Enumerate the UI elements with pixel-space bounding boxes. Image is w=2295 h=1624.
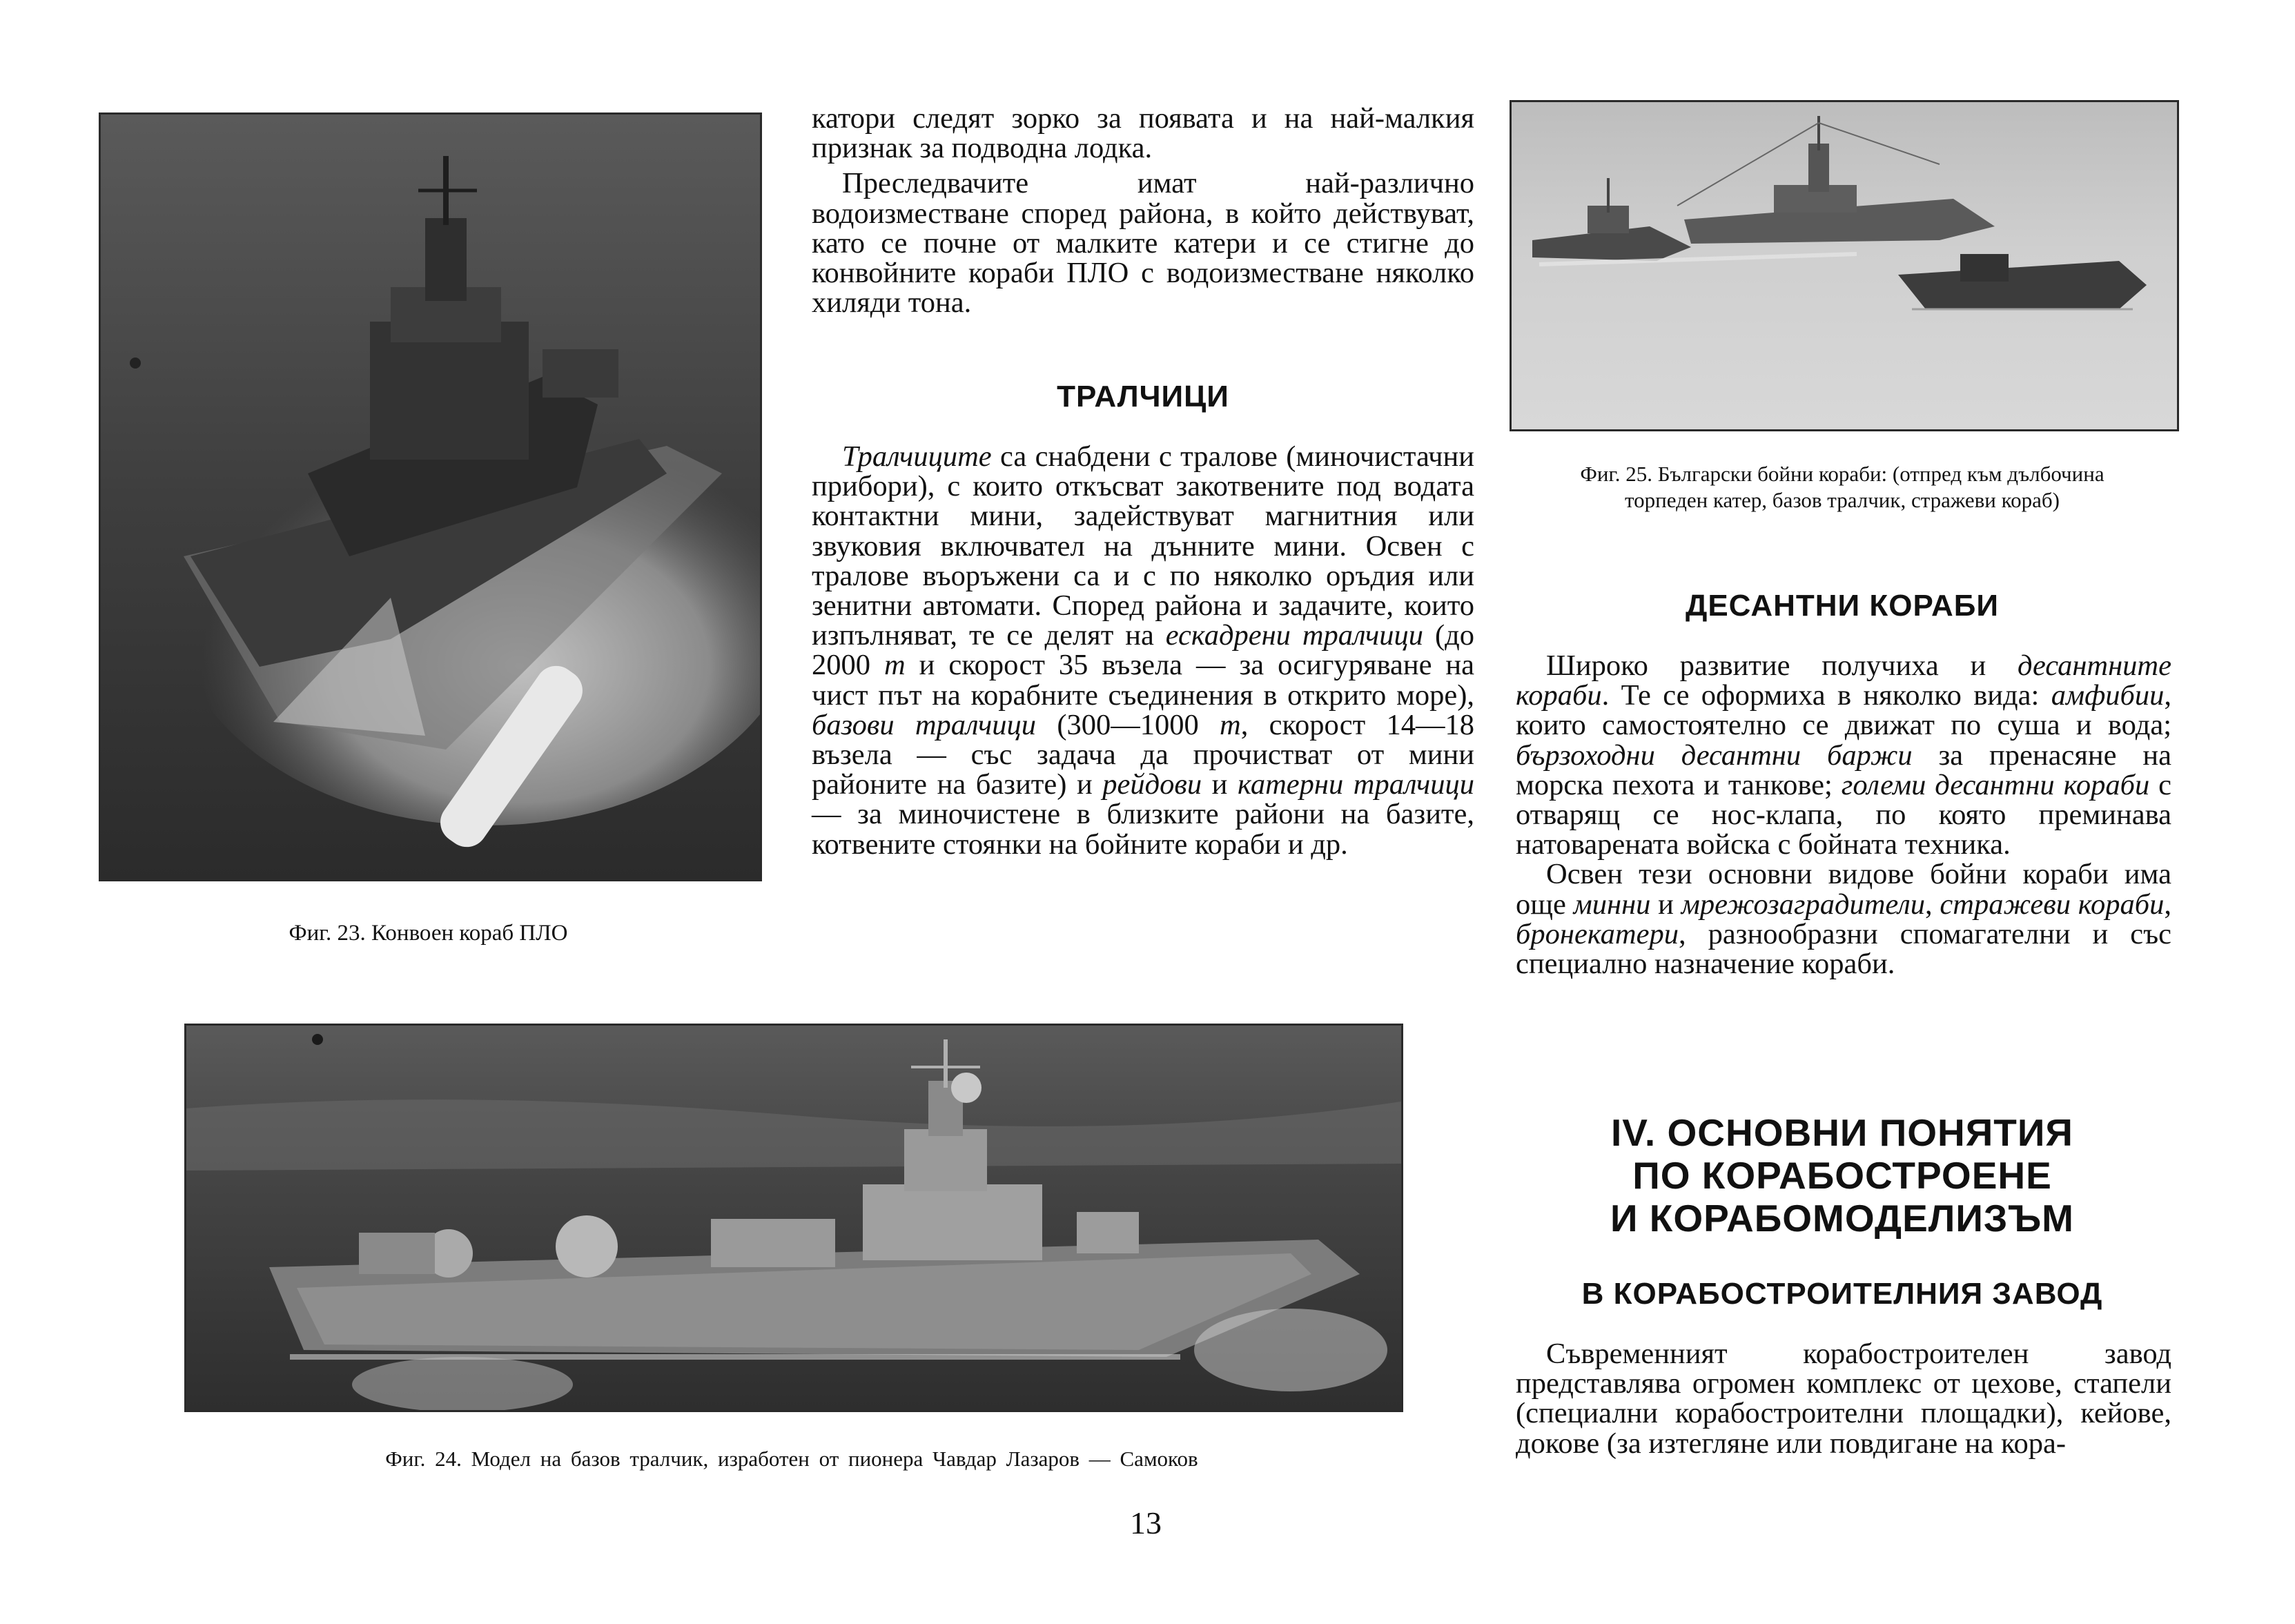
text-run: и скорост 35 възела — за осигуряване на чист път на корабните съединения в открито море), [812,649,1475,712]
text-run: . Те се оформиха в няколко вида: [1601,679,2051,712]
chapter-heading-line-1: IV. ОСНОВНИ ПОНЯТИЯ [1611,1111,2073,1154]
section-heading-desantni: ДЕСАНТНИ КОРАБИ [1685,589,1999,623]
fig23-caption: Фиг. 23. Конвоен кораб ПЛО [289,921,568,946]
term-amfibii: амфибии [2051,679,2165,712]
right-paragraph-1 [1516,651,2171,859]
text-run: Широко развитие получиха и [1546,649,2018,682]
term-reidovi: рейдови [1102,768,1202,801]
middle-column-2 [812,442,1474,859]
text-run: , [1924,888,1940,921]
fig25-caption [1510,461,2175,513]
fig25-caption-line-1: Фиг. 25. Български бойни кораби: (отпред към дълбочина [1580,462,2104,486]
text-run: (300—1000 [1036,708,1220,741]
chapter-heading-line-2: ПО КОРАБОСТРОЕНЕ [1632,1154,2052,1197]
unit-t: т [1220,708,1241,741]
middle-paragraph-1: катори следят зорко за появата и на най-малкия признак за подводна лодка. [812,102,1474,165]
text-run: , скорост 14—18 възела — със задача да прочистват от мини районите на базите) и [812,708,1474,801]
text-run: , които самостоятелно се движат по суша и вода; [1516,679,2171,742]
fig24-caption: Фиг. 24. Модел на базов тралчик, изработен от пионера Чавдар Лазаров — Самоков [385,1447,1198,1471]
text-run: , разнообразни спомагателни и със специално назначение кораби. [1516,917,2171,981]
text-run: — за миночистене в близките райони на базите, котвените стоянки на бойните кораби и др. [812,798,1474,861]
term-barzhi: бързоходни десантни баржи [1516,738,1913,772]
fig23-photo [99,112,762,881]
page-number: 13 [1130,1505,1162,1540]
middle-paragraph-3 [812,442,1474,859]
section-heading-zavod: В КОРАБОСТРОИТЕЛНИЯ ЗАВОД [1581,1277,2103,1311]
term-bronekateri: бронекатери [1516,917,1679,950]
fig23-ship-image [101,115,760,879]
chapter-heading-line-3: И КОРАБОМОДЕЛИЗЪМ [1610,1197,2074,1240]
right-paragraph-3: Съвременният корабостроителен завод представлява огромен комплекс от цехове, стапели (специални корабостроителни площадки), кейове, докове (за изтегляне или повдигане на кора- [1516,1338,2171,1460]
text-run: Освен тези основни видове бойни кораби има още [1516,858,2171,921]
right-paragraph-2 [1516,859,2171,979]
term-eskadreni: ескадрени тралчици [1165,619,1424,652]
term-golemi: големи десантни кораби [1841,768,2150,801]
fig25-ships-image [1512,102,2177,429]
text-run: за пренасяне на морска пехота и танкове; [1516,738,2172,801]
term-mrezhozagraditeli: мрежозаградители [1681,888,1925,921]
text-run: и [1202,768,1238,801]
middle-column [812,102,1474,320]
right-column [1516,651,2171,979]
term-desantni: десантните кораби [1516,649,2171,712]
middle-paragraph-2: Преследвачите имат най-различно водоизместване според района, в който действуват, като се почне от малките катери и се стигне до конвойните кораби ПЛО с водоизместване няколко хиляди тона. [812,167,1474,320]
term-tralchitsi: Тралчиците [842,440,992,473]
fig24-photo [184,1024,1403,1412]
term-minni: минни [1573,888,1651,921]
fig25-photo [1510,100,2179,431]
right-column-2 [1516,1339,2171,1458]
unit-t: т [883,649,906,682]
fig25-caption-line-2: торпеден катер, базов тралчик, стражеви кораб) [1625,488,2060,512]
term-bazovi: базови тралчици [812,708,1037,741]
chapter-heading [1510,1111,2175,1240]
section-heading-tralchitsi: ТРАЛЧИЦИ [1057,380,1229,413]
fig24-model-ship-image [186,1026,1401,1410]
text-run: (до 2000 [812,619,1474,682]
text-run: с отварящ се нос-клапа, по която преминава натоварената войска с бойната техника. [1516,768,2172,861]
term-strazhevi: стражеви кораби [1940,888,2165,921]
text-run: и [1650,888,1681,921]
term-katerni: катерни тралчици [1238,768,1474,801]
text-run: , [2164,888,2172,921]
text-run: са снабдени с тралове (миночистачни прибори), с които откъсват закотвените под водата контактни мини, задействуват магнитния или звуковия включвател на дънните мини. Освен с тралове въоръжени са и с по няколко оръдия или зенитни автомати. Според района и задачите, които изпълняват, те се делят на [812,440,1474,652]
